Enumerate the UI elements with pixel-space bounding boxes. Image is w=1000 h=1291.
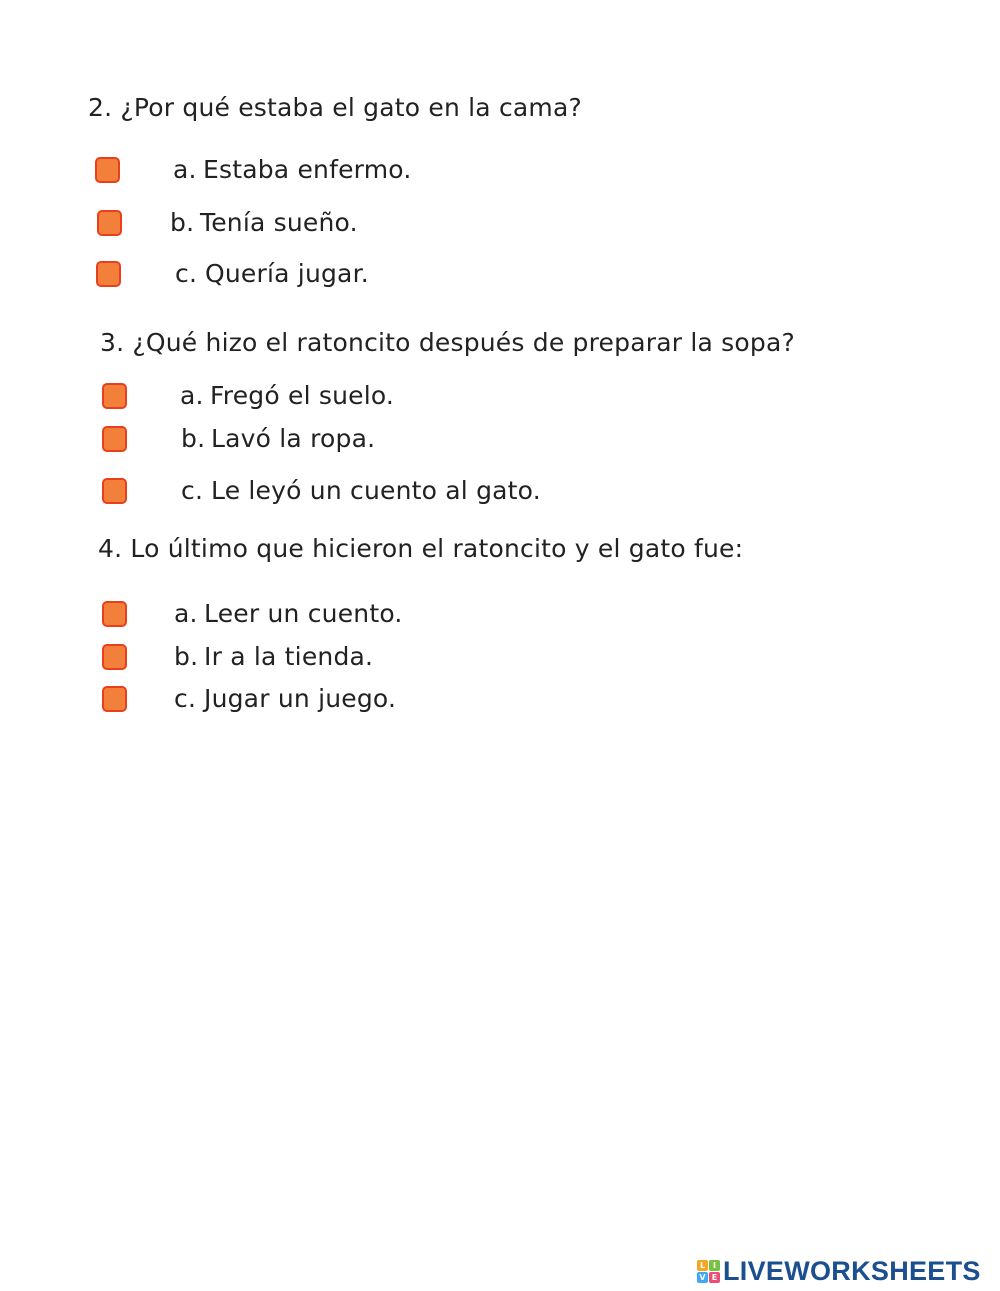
checkbox-q3-b[interactable]: [102, 426, 127, 452]
option-label: Leer un cuento.: [204, 599, 403, 628]
checkbox-q2-a[interactable]: [95, 157, 120, 183]
checkbox-q3-c[interactable]: [102, 478, 127, 504]
question-2-text: 2. ¿Por qué estaba el gato en la cama?: [88, 93, 582, 122]
logo-letter-v: V: [697, 1272, 708, 1283]
option-letter: a.: [174, 599, 198, 628]
checkbox-q2-c[interactable]: [96, 261, 121, 287]
option-letter: c.: [175, 259, 198, 288]
logo-mark-icon: [697, 1260, 720, 1283]
option-label: Tenía sueño.: [200, 208, 358, 237]
option-letter: a.: [173, 155, 197, 184]
option-label: Le leyó un cuento al gato.: [211, 476, 541, 505]
question-4-text: 4. Lo último que hicieron el ratoncito y el gato fue:: [98, 534, 744, 563]
option-label: Quería jugar.: [205, 259, 369, 288]
option-label: Estaba enfermo.: [203, 155, 412, 184]
logo-letter-l: L: [697, 1260, 708, 1271]
checkbox-q3-a[interactable]: [102, 383, 127, 409]
option-letter: c.: [181, 476, 204, 505]
checkbox-q4-a[interactable]: [102, 601, 127, 627]
option-letter: b.: [181, 424, 206, 453]
option-label: Jugar un juego.: [204, 684, 397, 713]
question-3-text: 3. ¿Qué hizo el ratoncito después de preparar la sopa?: [100, 328, 795, 357]
checkbox-q2-b[interactable]: [97, 210, 122, 236]
option-letter: c.: [174, 684, 197, 713]
option-letter: b.: [174, 642, 199, 671]
option-letter: b.: [170, 208, 195, 237]
option-label: Lavó la ropa.: [211, 424, 376, 453]
option-label: Fregó el suelo.: [210, 381, 395, 410]
brand-name: LIVEWORKSHEETS: [723, 1255, 981, 1286]
option-letter: a.: [180, 381, 204, 410]
checkbox-q4-b[interactable]: [102, 644, 127, 670]
logo-letter-e: E: [709, 1272, 720, 1283]
option-label: Ir a la tienda.: [204, 642, 374, 671]
logo-letter-i: I: [709, 1260, 720, 1271]
checkbox-q4-c[interactable]: [102, 686, 127, 712]
liveworksheets-logo: [697, 1255, 981, 1287]
